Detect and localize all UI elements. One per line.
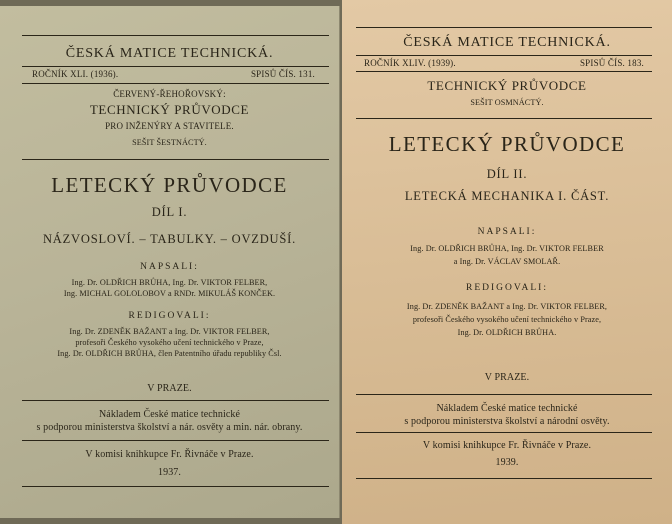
authors-line: ČERVENÝ-ŘEHOŘOVSKÝ: [113, 89, 226, 99]
year: 1939. [495, 457, 519, 468]
publisher-line: Nákladem České matice technické [98, 409, 241, 420]
series-name: ČESKÁ MATICE TECHNICKÁ. [403, 35, 611, 50]
subject: LETECKÁ MECHANIKA I. ČÁST. [404, 189, 610, 203]
book-cover-volume-2 [342, 0, 672, 524]
editor-line: Ing. Dr. OLDŘICH BRŮHA. [457, 328, 557, 337]
distributor: V komisi knihkupce Fr. Řivnáče v Praze. [422, 440, 592, 451]
rule [356, 478, 652, 479]
guide-title: TECHNICKÝ PRŮVODCE [427, 78, 587, 93]
book-cover-volume-1 [0, 6, 340, 518]
editor-line: profesoři Českého vysokého učení technického v Praze, [75, 338, 264, 347]
edited-by-label: REDIGOVALI: [466, 283, 548, 293]
author-line: Ing. Dr. OLDŘICH BRŮHA, Ing. Dr. VIKTOR FELBER, [71, 278, 268, 287]
booklet-number: SEŠIT ŠESTNÁCTÝ. [132, 138, 207, 147]
rule [22, 400, 329, 401]
editor-line: profesoři Českého vysokého učení technického v Praze, [412, 315, 602, 324]
edited-by-label: REDIGOVALI: [128, 311, 211, 321]
rule [356, 432, 652, 433]
subject: NÁZVOSLOVÍ. – TABULKY. – OVZDUŠÍ. [42, 232, 297, 246]
rule [22, 35, 329, 36]
rule [22, 83, 329, 84]
author-line: Ing. MICHAL GOLOLOBOV a RNDr. MIKULÁŠ KONČEK. [63, 289, 276, 298]
book-title: LETECKÝ PRŮVODCE [51, 173, 288, 197]
rule [22, 486, 329, 487]
booklet-number: SEŠIT OSMNÁCTÝ. [470, 98, 544, 107]
city: V PRAZE. [147, 383, 192, 394]
rule [356, 55, 652, 56]
distributor: V komisi knihkupce Fr. Řivnáče v Praze. [85, 449, 254, 460]
publisher-line: s podporou ministerstva školství a národní osvěty. [404, 416, 610, 427]
series-name: ČESKÁ MATICE TECHNICKÁ. [65, 46, 274, 61]
editor-line: Ing. Dr. OLDŘICH BRŮHA, člen Patentního úřadu republiky Čsl. [57, 349, 282, 358]
part-number: DÍL I. [151, 205, 188, 219]
author-line: a Ing. Dr. VÁCLAV SMOLAŘ. [453, 257, 561, 266]
rule [356, 71, 652, 72]
volume-number: ROČNÍK XLIV. (1939). [364, 58, 456, 68]
volume-number: ROČNÍK XLI. (1936). [32, 69, 119, 79]
written-by-label: NAPSALI: [140, 262, 199, 272]
guide-title: TECHNICKÝ PRŮVODCE [89, 102, 250, 117]
written-by-label: NAPSALI: [477, 227, 537, 237]
editor-line: Ing. Dr. ZDENĚK BAŽANT a Ing. Dr. VIKTOR FELBER, [406, 302, 608, 311]
rule [22, 66, 329, 67]
city: V PRAZE. [484, 372, 530, 383]
rule [356, 118, 652, 119]
publisher-line: Nákladem České matice technické [436, 403, 578, 414]
year: 1937. [158, 467, 181, 478]
author-line: Ing. Dr. OLDŘICH BRŮHA, Ing. Dr. VIKTOR FELBER [410, 244, 604, 253]
issue-number: SPISŮ ČÍS. 183. [579, 58, 644, 68]
rule [356, 27, 652, 28]
publisher-line: s podporou ministerstva školství a nár. osvěty a min. nár. obrany. [36, 422, 303, 433]
rule [22, 159, 329, 160]
guide-subtitle: PRO INŽENÝRY A STAVITELE. [105, 121, 234, 131]
issue-number: SPISŮ ČÍS. 131. [250, 69, 315, 79]
rule [22, 440, 329, 441]
editor-line: Ing. Dr. ZDENĚK BAŽANT a Ing. Dr. VIKTOR FELBER, [69, 327, 270, 336]
rule [356, 394, 652, 395]
book-title: LETECKÝ PRŮVODCE [388, 132, 626, 156]
part-number: DÍL II. [486, 167, 528, 181]
